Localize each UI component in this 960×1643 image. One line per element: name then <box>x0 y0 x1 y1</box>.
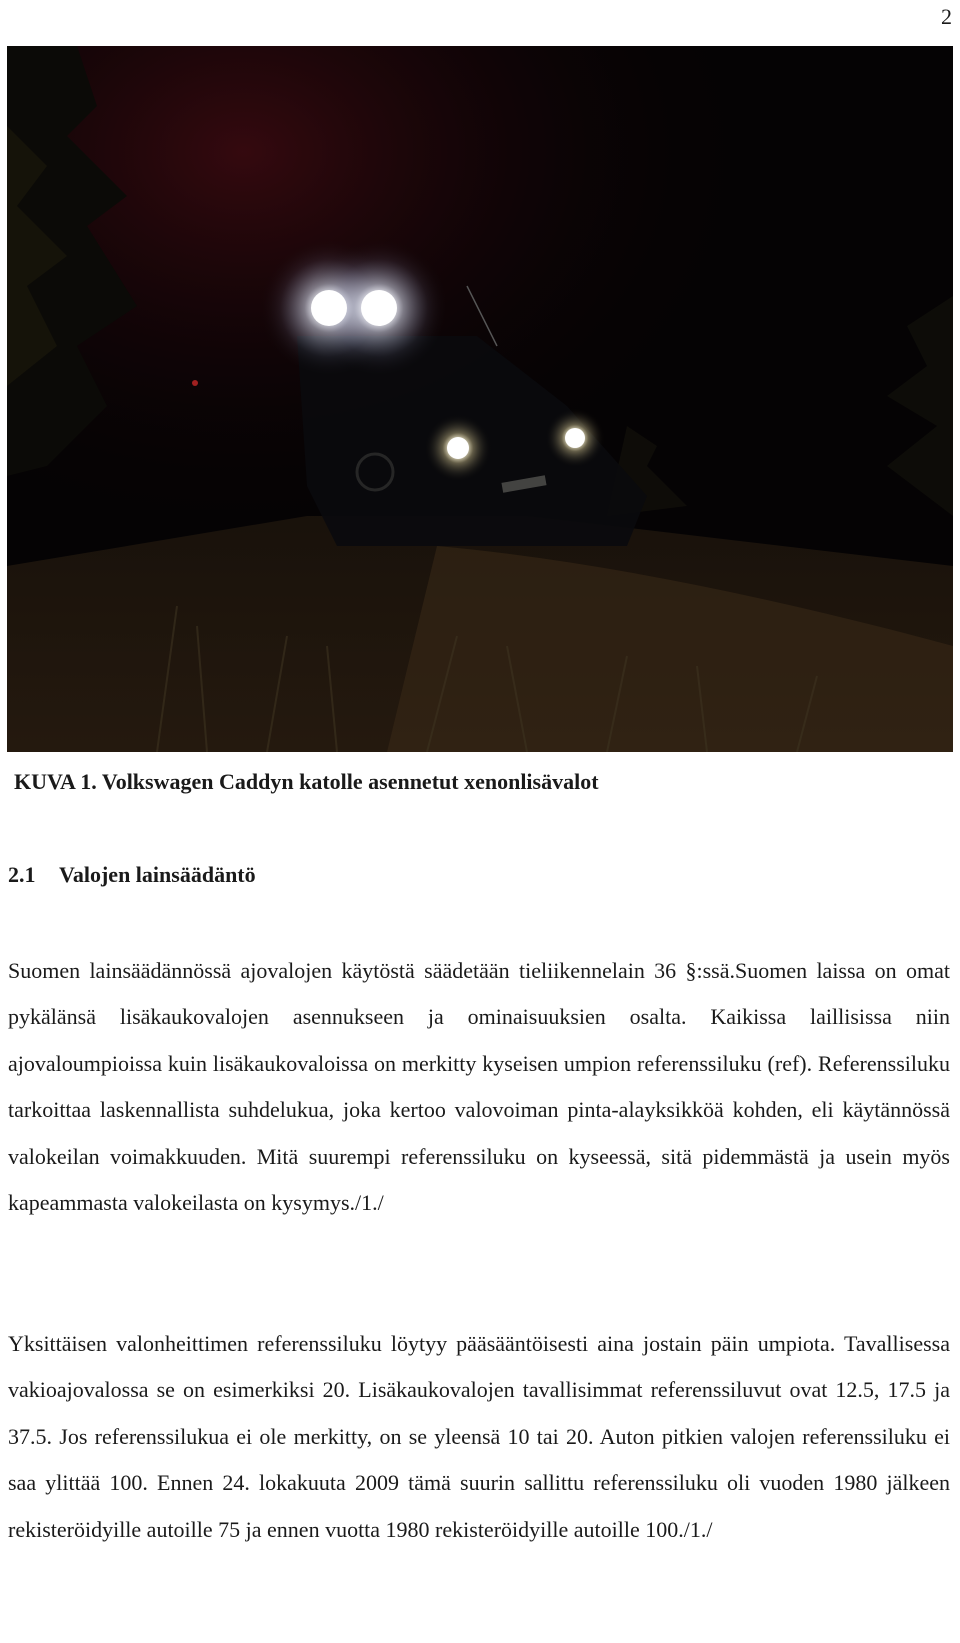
body-paragraph: Yksittäisen valonheittimen referenssiluku löytyy pääsääntöisesti aina jostain päin umpiota. Tavallisessa vakioajovalossa se on esimerkiksi 20. Lisäkaukovalojen tavallisimmat referenssiluvut ovat 12.5, 17.5 ja 37.5. Jos referenssilukua ei ole merkitty, on se yleensä 10 tai 20. Auton pitkien valojen referenssiluku ei saa ylittää 100. Ennen 24. lokakuuta 2009 tämä suurin sallittu referenssiluku oli vuoden 1980 jälkeen rekisteröidyille autoille 75 ja ennen vuotta 1980 rekisteröidyille autoille 100./1./ <box>8 1331 950 1542</box>
night-car-lights-photo <box>7 46 953 752</box>
section-title: Valojen lainsäädäntö <box>59 862 256 887</box>
section-heading <box>8 862 256 888</box>
body-paragraph: Suomen lainsäädännössä ajovalojen käytöstä säädetään tieliikennelain 36 §:ssä.Suomen laissa on omat pykälänsä lisäkaukovalojen asennukseen ja ominaisuuksien osalta. Kaikissa laillisissa niin ajovaloumpioissa kuin lisäkaukovaloissa on merkitty kyseisen umpion referenssiluku (ref). Referenssiluku tarkoittaa laskennallista suhdelukua, joka kertoo valovoiman pinta-alayksikköä kohden, eli käytännössä valokeilan voimakkuuden. Mitä suurempi referenssiluku on kyseessä, sitä pidemmästä ja usein myös kapeammasta valokeilasta on kysymys./1./ <box>8 958 950 1216</box>
page-number: 2 <box>941 4 952 29</box>
figure-caption: KUVA 1. Volkswagen Caddyn katolle asennetut xenonlisävalot <box>14 769 599 794</box>
section-number: 2.1 <box>8 862 36 887</box>
